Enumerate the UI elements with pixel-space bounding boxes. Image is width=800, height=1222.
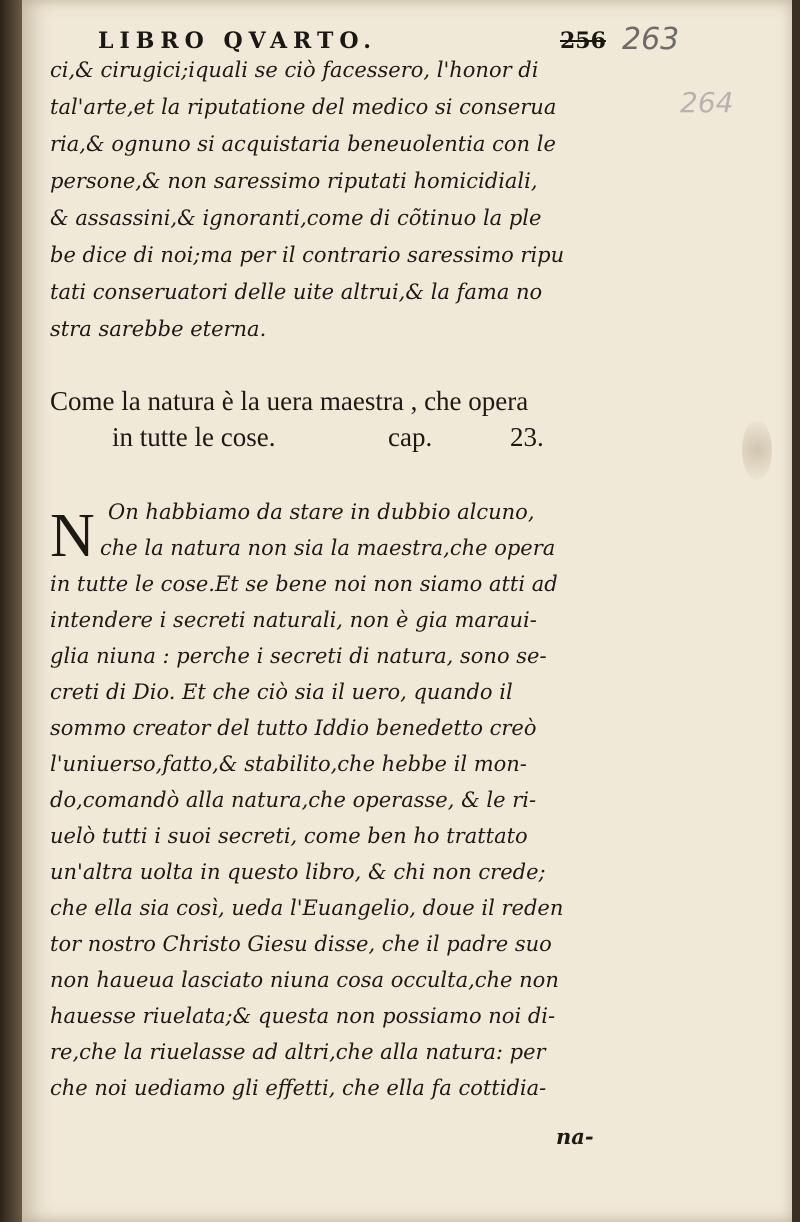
drop-cap: N — [50, 502, 95, 570]
chapter-title-line-2: in tutte le cose. — [112, 422, 276, 452]
text-line: creti di Dio. Et che ciò sia il uero, quando il — [50, 680, 513, 704]
text-line: ria,& ognuno si acquistaria beneuolentia con le — [50, 132, 556, 156]
margin-note: 264 — [680, 86, 734, 119]
text-line: stra sarebbe eterna. — [50, 317, 267, 341]
text-line: & assassini,& ignoranti,come di cõtinuo la ple — [50, 206, 542, 230]
text-line: glia niuna : perche i secreti di natura, sono se- — [50, 644, 547, 668]
text-line: be dice di noi;ma per il contrario saressimo ripu — [50, 243, 565, 267]
text-line: in tutte le cose.Et se bene noi non siamo atti ad — [50, 572, 558, 596]
text-line: che noi uediamo gli effetti, che ella fa cottidia- — [50, 1076, 547, 1100]
text-line: l'uniuerso,fatto,& stabilito,che hebbe il mon- — [50, 752, 527, 776]
text-line: re,che la riuelasse ad altri,che alla natura: per — [50, 1040, 546, 1064]
paper-stain — [742, 420, 772, 480]
text-line: intendere i secreti naturali, non è gia maraui- — [50, 608, 537, 632]
page-number: 256 — [560, 28, 606, 54]
text-line: ci,& cirugici;iquali se ciò facessero, l'honor di — [50, 58, 539, 82]
text-line: tor nostro Christo Giesu disse, che il padre suo — [50, 932, 552, 956]
text-line: On habbiamo da stare in dubbio alcuno, — [108, 500, 535, 524]
text-line: non haueua lasciato niuna cosa occulta,che non — [50, 968, 559, 992]
chapter-label: cap. — [388, 422, 433, 452]
text-line: che la natura non sia la maestra,che opera — [100, 536, 556, 560]
handwritten-page-number: 263 — [622, 22, 680, 57]
catchword: na- — [556, 1124, 594, 1149]
text-line: che ella sia così, ueda l'Euangelio, doue il reden — [50, 896, 564, 920]
chapter-number: 23. — [510, 422, 544, 452]
text-line: un'altra uolta in questo libro, & chi non crede; — [50, 860, 546, 884]
text-line: do,comandò alla natura,che operasse, & le ri- — [50, 788, 537, 812]
text-line: persone,& non saressimo riputati homicidiali, — [50, 169, 538, 193]
text-line: hauesse riuelata;& questa non possiamo noi di- — [50, 1004, 556, 1028]
chapter-title-line-1: Come la natura è la uera maestra , che opera — [50, 386, 529, 416]
text-line: tal'arte,et la riputatione del medico si conserua — [50, 95, 557, 119]
book-spine — [0, 0, 22, 1222]
running-title: LIBRO QVARTO. — [98, 28, 377, 54]
text-line: uelò tutti i suoi secreti, come ben ho trattato — [50, 824, 528, 848]
text-line: sommo creator del tutto Iddio benedetto creò — [50, 716, 537, 740]
text-line: tati conseruatori delle uite altrui,& la fama no — [50, 280, 543, 304]
